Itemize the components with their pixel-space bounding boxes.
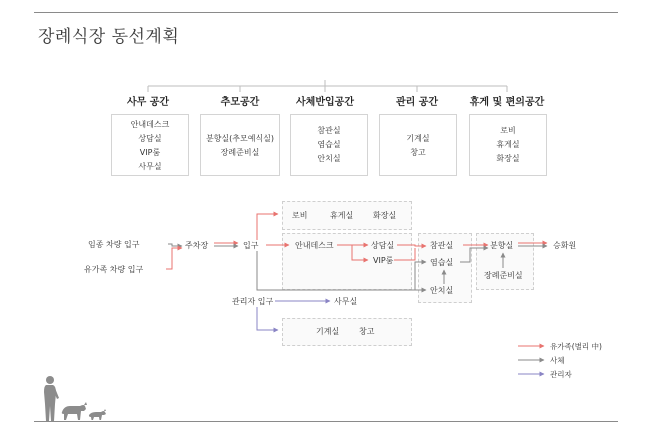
page-title: 장례식장 동선계획: [38, 27, 180, 47]
flow-washing: 염습실: [430, 258, 454, 267]
category-item: 사무실: [138, 162, 162, 171]
flow-admin-entry: 관리자 입구: [232, 297, 274, 306]
category-item: 안내데스크: [130, 120, 170, 129]
category-item: 염습실: [317, 140, 341, 149]
flow-prep: 장례준비실: [484, 271, 523, 280]
legend-manager: 관리자: [550, 370, 572, 379]
category-item: 분향실(추모예식실): [205, 134, 275, 143]
category-item: 상담실: [138, 134, 162, 143]
flow-memorial: 분향실: [490, 241, 514, 250]
flow-vip: VIP룸: [373, 256, 394, 265]
category-item: 로비: [500, 126, 516, 135]
category-title-body: 사체반입공간: [296, 97, 354, 108]
category-item: VIP룸: [139, 148, 161, 157]
flow-entrance: 입구: [243, 241, 259, 250]
flow-office: 사무실: [334, 297, 358, 306]
flow-consult: 상담실: [371, 241, 395, 250]
flow-restroom: 화장실: [373, 211, 397, 220]
flow-entry-hearse: 임종 차량 입구: [88, 240, 140, 249]
flow-mortuary: 안치실: [430, 286, 454, 295]
flow-crematorium: 승화원: [553, 241, 577, 250]
flow-parking: 주차장: [185, 241, 209, 250]
flow-lobby: 로비: [292, 211, 308, 220]
category-title-office: 사무 공간: [126, 97, 170, 108]
category-item: 기계실: [406, 134, 430, 143]
category-title-memorial: 추모공간: [220, 97, 260, 108]
flow-entry-family-car: 유가족 차량 입구: [84, 265, 144, 274]
category-item: 안치실: [317, 154, 341, 163]
flow-machine: 기계실: [316, 327, 340, 336]
flow-viewing: 참관실: [430, 241, 454, 250]
category-item: 장례준비실: [220, 148, 260, 157]
category-item: 참관실: [317, 126, 341, 135]
flow-lounge: 휴게실: [330, 211, 354, 220]
category-item: 창고: [410, 148, 426, 157]
category-item: 화장실: [496, 154, 520, 163]
category-title-management: 관리 공간: [395, 97, 439, 108]
bottom-rule: [34, 421, 618, 422]
category-title-amenity: 휴게 및 편의공간: [469, 97, 545, 108]
legend-family: 유가족(별리 中): [550, 342, 602, 351]
flow-storage: 창고: [359, 327, 375, 336]
category-item: 휴게실: [496, 140, 520, 149]
legend-body: 사체: [550, 356, 565, 365]
flow-info-desk: 안내데스크: [295, 241, 334, 250]
